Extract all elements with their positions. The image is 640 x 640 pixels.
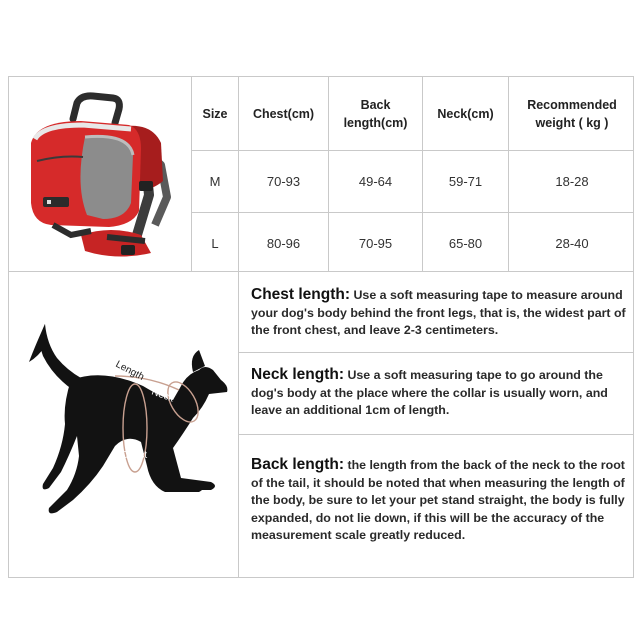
back-length-title: Back length: xyxy=(251,456,345,473)
table-cell-size: L xyxy=(211,235,219,251)
diagram-label-length: Length xyxy=(113,358,146,384)
measurement-guide xyxy=(8,272,634,578)
header-neck: Neck(cm) xyxy=(437,106,494,121)
table-cell-back: 70-95 xyxy=(358,235,393,251)
neck-length-description xyxy=(251,366,631,420)
header-chest: Chest(cm) xyxy=(252,106,315,121)
neck-length-title: Neck length: xyxy=(251,366,345,383)
back-length-text: the length from the back of the neck to the root of the tail, it should be noted that when measuring the length of the body, be sure to let your pet stand straight, the body is fully expanded, do not lie down, if this will be the accuracy of the measurement scale greatly reduced. xyxy=(251,458,625,542)
table-cell-chest: 70-93 xyxy=(266,174,301,189)
table-cell-neck: 65-80 xyxy=(448,235,483,251)
neck-length-text: Use a soft measuring tape to go around the dog's body at the place where the collar is usually worn, and leave an additional 1cm of length. xyxy=(251,368,608,417)
diagram-label-chest: Chest xyxy=(121,450,148,461)
table-cell-chest: 80-96 xyxy=(266,235,301,251)
back-length-description xyxy=(251,456,631,545)
table-cell-weight: 18-28 xyxy=(555,174,589,189)
table-divider xyxy=(238,352,633,353)
diagram-label-neck: Neck xyxy=(149,386,176,405)
chest-length-title: Chest length: xyxy=(251,286,351,303)
table-cell-weight: 28-40 xyxy=(555,235,589,251)
table-cell-size: M xyxy=(209,174,221,189)
dog-harness-backpack-icon xyxy=(21,85,181,267)
chest-length-text: Use a soft measuring tape to measure around your dog's body behind the front legs, that is, the widest part of the front chest, and leave 2-3 centimeters. xyxy=(251,288,626,337)
table-divider xyxy=(238,434,633,435)
size-table xyxy=(8,76,634,272)
chest-length-description xyxy=(251,286,631,340)
dog-silhouette-icon xyxy=(23,316,235,536)
header-size: Size xyxy=(202,106,228,121)
table-cell-neck: 59-71 xyxy=(448,174,483,189)
table-divider xyxy=(238,272,239,577)
dog-diagram xyxy=(23,316,235,536)
product-image xyxy=(21,85,181,267)
header-weight: Recommended weight ( kg ) xyxy=(527,97,617,130)
header-back-length: Back length(cm) xyxy=(343,97,408,130)
table-cell-back: 49-64 xyxy=(358,174,393,189)
